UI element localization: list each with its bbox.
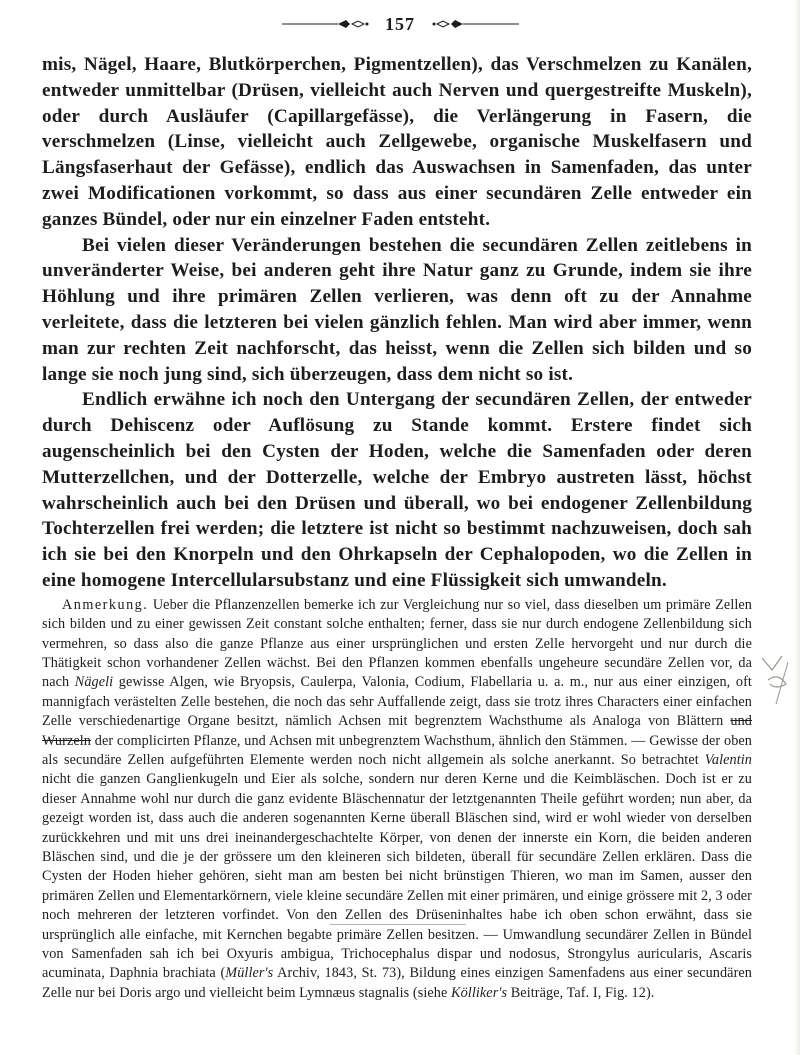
footer-rule xyxy=(330,924,466,925)
note-text-6: Beiträge, Taf. I, Fig. 12). xyxy=(507,984,655,1001)
main-text xyxy=(42,52,752,594)
note-text-4: nicht die ganzen Ganglienkugeln und Eier als solche, sondern nur deren Kerne und die Keimbläschen. Doch ist er zu dieser Annahme wohl nur durch die ganz evidente Bläschennatur der letztgenannten Theile geführt worden; nun aber, da gezeigt worden ist, dass auch die anderen sogenannten Kerne überall Bläschen sind, wird er wohl wieder von derselben zurückkehren und mit uns drei ineinandergeschachtelte Körper, von denen der innerste ein Korn, die beiden anderen Bläschen sind, und die je der grössere um den kleineren sich bildeten, überall für secundäre Zellen erklären. Dass die Cysten der Hoden hieher gehören, sieht man am besten bei nicht brünstigen Thieren, wo man im Samen, ausser den primären Zellen und Elementarkörnern, viele kleine secundäre Zellen mit einer primären, und einige grössere mit 2, 3 oder noch mehreren der letzteren vorfindet. Von den Zellen des Drüseninhaltes habe ich oben schon erwähnt, dass sie ursprünglich alle einfache, mit Kernchen begabte primäre Zellen besitzen. — Umwandlung secundärer Zellen in Bündel von Samenfaden sah ich bei Oxyuris ambigua, Trichocephalus dispar und nodosus, Strongylus auricularis, Ascaris acuminata, Daphnia brachiata ( xyxy=(42,771,752,982)
running-header xyxy=(0,8,800,36)
note-author-koelliker: Kölliker's xyxy=(451,984,508,1001)
left-ornament-icon xyxy=(280,19,370,29)
note-author-naegeli: Nägeli xyxy=(74,674,114,691)
handwritten-margin-mark xyxy=(758,650,798,710)
note-paragraph xyxy=(42,596,752,1004)
note-lead: Anmerkung. xyxy=(62,596,149,613)
note-author-valentin: Valentin xyxy=(704,751,752,768)
note-struck-text: und Wurzeln xyxy=(42,713,752,749)
paragraph-1: mis, Nägel, Haare, Blutkörperchen, Pigmentzellen), das Verschmelzen zu Kanälen, entweder unmittelbar (Drüsen, vielleicht auch Nerven und quergestreifte Muskeln), oder durch Ausläufer (Capillargefässe), die Verlängerung in Fasern, die verschmelzen (Linse, vielleicht auch Zellgewebe, organische Muskelfasern und Längsfaserhaut der Gefässe), endlich das Auswachsen in Samenfaden, das unter zwei Modificationen vorkommt, so dass aus einer secundären Zelle entweder ein ganzes Bündel, oder nur ein einzelner Faden entsteht. xyxy=(42,54,752,230)
note-author-mueller: Müller's xyxy=(225,965,274,982)
annotation-note xyxy=(42,596,752,1004)
note-text-1: Ueber die Pflanzenzellen bemerke ich zur Vergleichung nur so viel, dass dieselben um primäre Zellen sich bilden und zu einer gewissen Zeit constant solche enthalten; ferner, dass sie nur durch endogene Zellenbildung sich vermehren, so dass also die ganze Pflanze aus einer ursprünglichen und ersten Zelle hervorgeht und nur durch die Thätigkeit schon vorhandener Zellen wächst. Bei den Pflanzen kommen ebenfalls ungeheure secundäre Zellen vor, da nach xyxy=(42,596,752,691)
paragraph-2: Bei vielen dieser Veränderungen bestehen die secundären Zellen zeitlebens in unveränderter Weise, bei anderen geht ihre Natur ganz zu Grunde, indem sie ihre Höhlung und ihre primären Zellen verlieren, was denn oft zu der Annahme verleitete, dass die letzteren bei vielen gänzlich fehlen. Man wird aber immer, wenn man zur rechten Zeit nachforscht, das heisst, wenn die Zellen sich bilden und so lange sie noch jung sind, sich überzeugen, dass dem nicht so ist. xyxy=(42,234,752,385)
body-text xyxy=(42,52,752,1003)
paragraph-3: Endlich erwähne ich noch den Untergang der secundären Zellen, der entweder durch Dehiscenz oder Auflösung zu Stande kommt. Erstere findet sich augenscheinlich bei den Cysten der Hoden, welche die Samenfaden oder deren Mutterzellchen, und der Dotterzelle, welche der Embryo austreten lässt, höchst wahrscheinlich auch bei den Drüsen und überall, wo bei endogener Zellenbildung Tochterzellen frei werden; die letztere ist nicht so bestimmt nachzuweisen, doch sah ich sie bei den Knorpeln und den Ohrkapseln der Cephalopoden, wo die Zellen in eine homogene Intercellularsubstanz und eine Flüssigkeit sich umwandeln. xyxy=(42,389,752,591)
page-number: 157 xyxy=(385,13,415,34)
right-ornament-icon xyxy=(431,19,521,29)
note-text-3: der complicirten Pflanze, und Achsen mit unbegrenztem Wachsthum, ähnlich den Stämmen. — Gewisse der oben als secundäre Zellen aufgeführten Elemente werden noch nicht allgemein als solche anerkannt. So betrachtet xyxy=(42,732,752,768)
page-edge-shadow xyxy=(794,0,800,1055)
note-text-5: Archiv, 1843, St. 73), Bildung eines einzigen Samenfadens aus einer secundären Zelle nur bei Doris argo und vielleicht beim Lymnæus stagnalis (siehe xyxy=(42,965,752,1001)
note-text-2: gewisse Algen, wie Bryopsis, Caulerpa, Valonia, Codium, Flabellaria u. a. m., nur aus einer einzigen, oft mannigfach verästelten Zelle bestehen, die noch das sehr Auffallende zeigt, dass sie trotz ihres Characters einer einfachen Zelle verschiedenartige Organe besitzt, nämlich Achsen mit begrenztem Wachsthume als Analoga von Blättern xyxy=(42,674,752,730)
